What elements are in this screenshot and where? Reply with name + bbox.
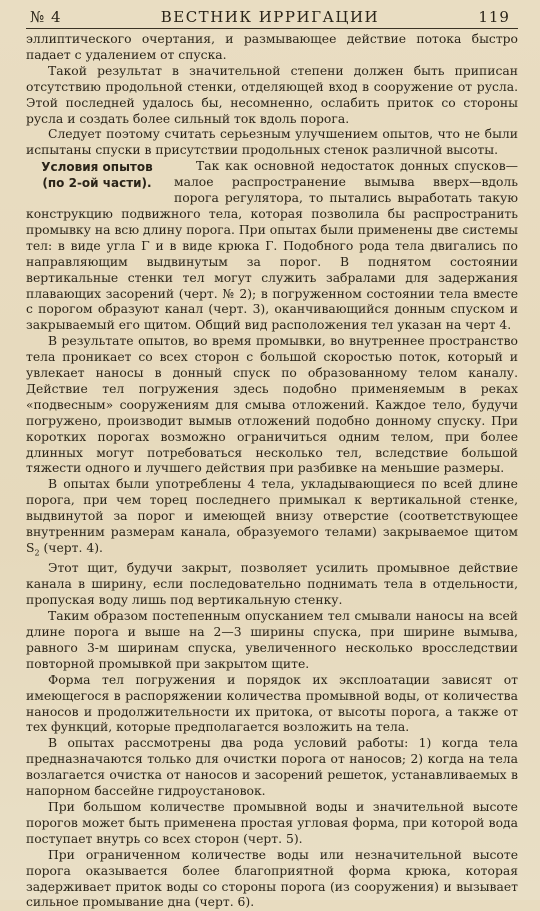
shield-tail: (черт. 4).	[39, 541, 103, 555]
paragraph: Таким образом постепенным опусканием тел смывали наносы на всей длине порога и выше на 2—3 ширины спуска, при ширине вымыва, равного 3-м ширинам спуска, увеличенного несколько вросследствии повторной промывкой при закрытом щите.	[26, 609, 518, 671]
paragraph: Следует поэтому считать серьезным улучшением опытов, что не были испытаны спуски в присутствии продольных стенок различной высоты.	[26, 127, 518, 158]
article-body	[26, 32, 518, 911]
paragraph: Так как основной недостаток донных спусков—малое распространение вымыва вверх—вдоль порога регулятора, то пытались выработать такую конструкцию подвижного тела, которая позволила бы распространить промывку на всю длину порога. При опытах были применены две системы тел: в виде угла Γ и в виде крюка Г. Подобного рода тела двигались по направляющим выдвинутым за порог. В поднятом состоянии вертикальные стенки тел могут служить забралами для задержания плавающих засорений (черт. № 2); в погруженном состоянии тела вместе с порогом образуют канал (черт. 3), оканчивающийся донным спуском и закрываемый его щитом. Общий вид расположения тел указан на черт 4.	[26, 159, 518, 333]
section-block	[26, 159, 518, 334]
running-header	[26, 8, 518, 29]
shield-subscript: 2	[34, 548, 40, 558]
paragraph: При большом количестве промывной воды и значительной высоте порогов может быть применена простая угловая форма, при которой вода поступает внутрь со всех сторон (черт. 5).	[26, 799, 518, 846]
paragraph: Этот щит, будучи закрыт, позволяет усилить промывное действие канала в ширину, если последовательно поднимать тела в отдельности, пропуская воду лишь под вертикальную стенку.	[26, 561, 518, 608]
paragraph: эллиптического очертания, и размывающее действие потока быстро падает с удалением от спуска.	[26, 32, 518, 62]
paragraph: В опытах рассмотрены два рода условий работы: 1) когда тела предназначаются только для очистки порога от наносов; 2) когда на тела возлагается очистка от наносов и засорений решеток, устанавливаемых в напорном бассейне гидроустановок.	[26, 736, 518, 799]
paragraph: В результате опытов, во время промывки, во внутреннее пространство тела проникает со всех сторон с большой скоростью поток, который и увлекает наносы в донный спуск по образованному телом каналу. Действие тел погружения здесь подобно применяемым в реках «подвесным» сооружениям для смыва отложений. Каждое тело, будучи погружено, производит вымыв отложений подобно донному спуску. При коротких порогах возможно ограничиться одним телом, при более длинных могут потребоваться несколько тел, вследствие большой тяжести одного и лучшего действия при разбивке на меньшие размеры.	[26, 334, 518, 476]
shield-label	[26, 541, 103, 558]
paragraph: Такой результат в значительной степени должен быть приписан отсутствию продольной стенки, отделяющей вход в сооружение от русла. Этой последней удалось бы, несомненно, ослабить приток со стороны русла и создать более сильный ток вдоль порога.	[26, 63, 518, 126]
sidehead-line: (по 2-ой части).	[42, 176, 152, 191]
section-sidehead	[26, 159, 168, 192]
shield-letter: S	[26, 541, 35, 555]
paragraph: При ограниченном количестве воды или незначительной высоте порога оказывается более благоприятной форма крюка, которая задерживает приток воды со стороны порога (из сооружения) и вызывает сильное промывание дна (черт. 6).	[26, 847, 518, 910]
issue-number: № 4	[30, 8, 62, 26]
paragraph: Форма тел погружения и порядок их эксплоатации зависят от имеющегося в распоряжении количества промывной воды, от количества наносов и продолжительности их притока, от высоты порога, а также от тех функций, которые предполагается возложить на тела.	[26, 672, 518, 735]
journal-title: ВЕСТНИК ИРРИГАЦИИ	[160, 8, 380, 26]
page-number: 119	[478, 8, 510, 26]
paragraph-text: В опытах были употреблены 4 тела, укладывающиеся по всей длине порога, при чем торец последнего примыкал к вертикальной стенке, выдвинутой за порог и имеющей внизу отверстие (соответствующее внутренним размерам канала, образуемого телами) закрываемое щитом	[26, 477, 518, 540]
paragraph	[26, 477, 518, 561]
sidehead-line: Условия опытов	[41, 160, 153, 175]
